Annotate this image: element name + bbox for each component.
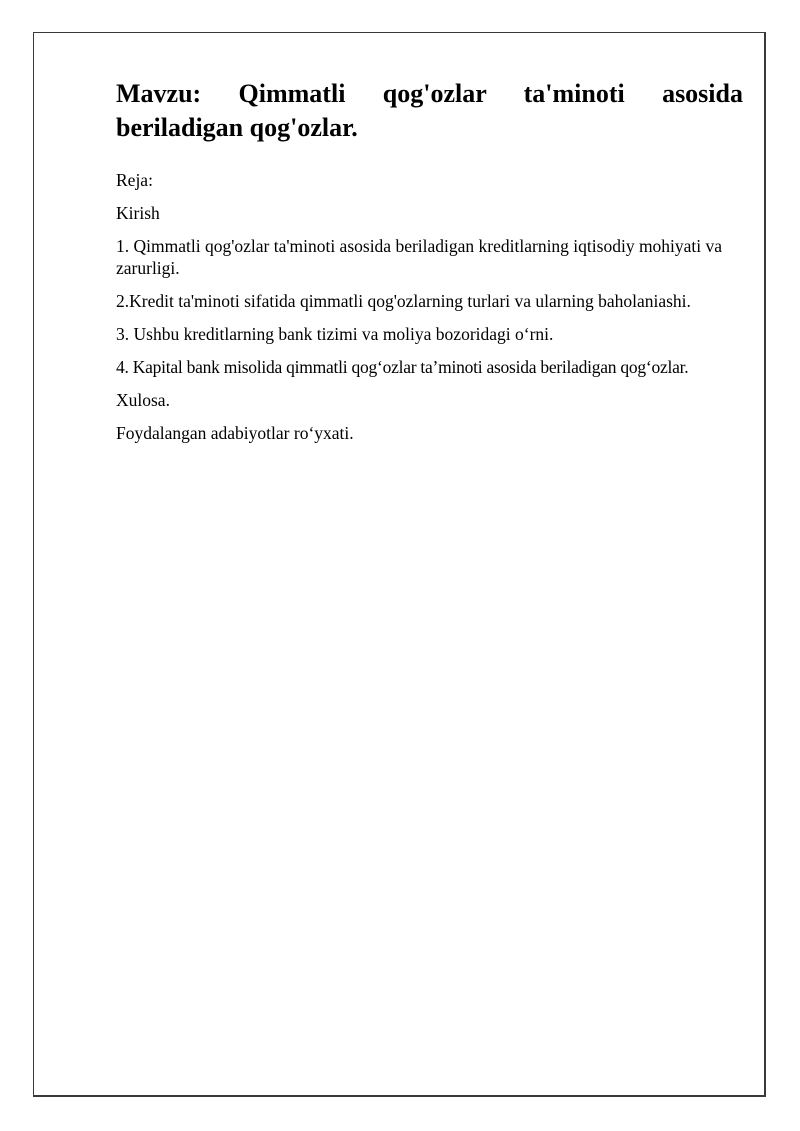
plan-item-4: 4. Kapital bank misolida qimmatli qog‘ozlar ta’minoti asosida beriladigan qog‘ozlar. — [116, 357, 689, 377]
plan-references: Foydalangan adabiyotlar ro‘yxati. — [116, 423, 354, 443]
document-title: Mavzu: Qimmatli qog'ozlar ta'minoti asosida beriladigan qog'ozlar. — [116, 79, 743, 142]
page-content — [116, 77, 743, 455]
plan-conclusion: Xulosa. — [116, 390, 170, 410]
plan-intro: Kirish — [116, 203, 160, 223]
plan-section — [116, 169, 743, 444]
plan-item-1: 1. Qimmatli qog'ozlar ta'minoti asosida beriladigan kreditlarning iqtisodiy mohiyati va zarurligi. — [116, 236, 723, 278]
plan-item-3: 3. Ushbu kreditlarning bank tizimi va moliya bozoridagi o‘rni. — [116, 324, 554, 344]
plan-item-2: 2.Kredit ta'minoti sifatida qimmatli qog'ozlarning turlari va ularning baholaniashi. — [116, 291, 691, 311]
document-page — [33, 32, 766, 1097]
plan-heading: Reja: — [116, 170, 153, 190]
